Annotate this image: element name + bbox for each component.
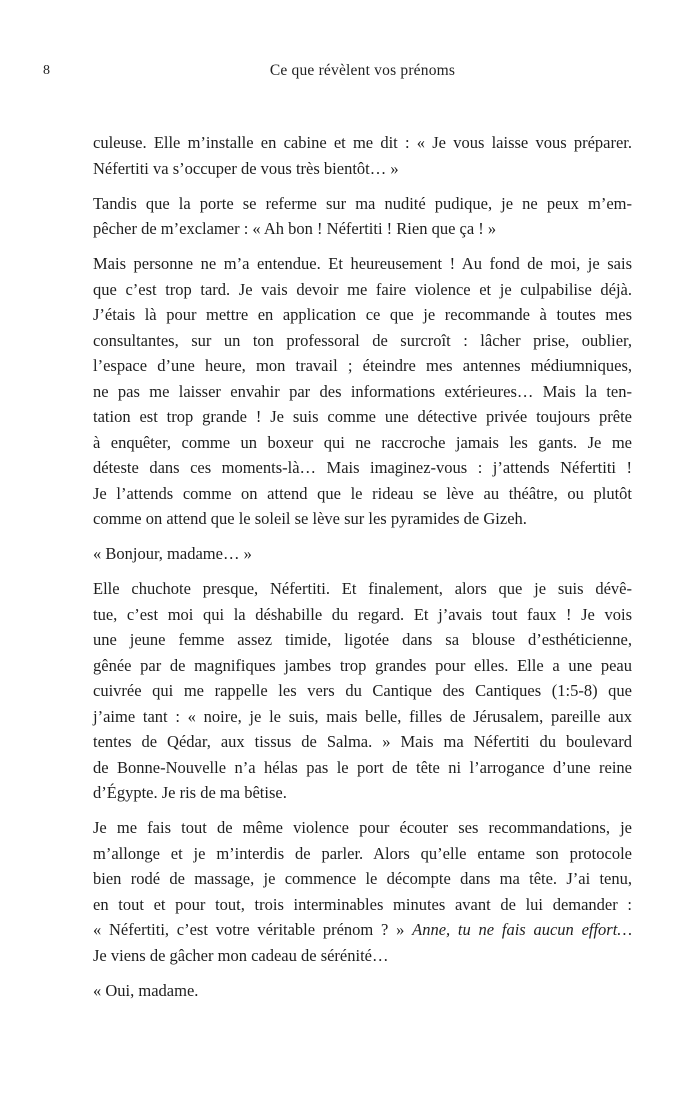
text-line: pêcher de m’exclamer : « Ah bon ! Néfertiti ! Rien que ça ! » — [93, 219, 497, 238]
page-header — [43, 61, 632, 83]
text-line: gênée par de magnifiques jambes trop grandes pour elles. Elle a une peau — [93, 655, 632, 675]
text-line: que c’est trop tard. Je vais devoir me faire violence et je culpabilise déjà. — [93, 279, 632, 299]
text-line: comme on attend que le soleil se lève sur les pyramides de Gizeh. — [93, 509, 527, 528]
running-title: Ce que révèlent vos prénoms — [269, 62, 456, 79]
text-line: J’étais là pour mettre en application ce que je recommande à toutes mes — [93, 305, 632, 324]
text-line: déteste dans ces moments-là… Mais imaginez-vous : j’attends Néfertiti ! — [93, 458, 632, 477]
paragraph — [93, 978, 632, 1004]
text-line: Elle chuchote presque, Néfertiti. Et finalement, alors que je suis dévê- — [93, 579, 632, 598]
italic-text: Anne, tu ne fais aucun effort… — [412, 920, 632, 939]
text-line — [93, 917, 632, 943]
text-line: à enquêter, comme un boxeur qui ne raccroche jamais les gants. Je me — [93, 432, 632, 452]
paragraph — [93, 815, 632, 968]
page-body — [93, 130, 632, 1003]
text-line: consultantes, sur un ton professoral de surcroît : lâcher prise, oublier, — [93, 330, 632, 350]
paragraph — [93, 541, 632, 567]
paragraph — [93, 191, 632, 242]
text-line: d’Égypte. Je ris de ma bêtise. — [93, 783, 287, 802]
text-line: ne pas me laisser envahir par des informations extérieures… Mais la ten- — [93, 381, 632, 401]
text-line: en tout et pour tout, trois interminables minutes avant de lui demander : — [93, 894, 632, 914]
text-line: Je viens de gâcher mon cadeau de sérénité… — [93, 945, 389, 965]
text-line: tentes de Qédar, aux tissus de Salma. » Mais ma Néfertiti du boulevard — [93, 732, 632, 751]
text-line: bien rodé de massage, je commence le décompte dans ma tête. J’ai tenu, — [93, 869, 632, 888]
text-line: cuivrée qui me rappelle les vers du Cantique des Cantiques (1:5-8) que — [93, 681, 632, 700]
text-line: tue, c’est moi qui la déshabille du regard. Et j’avais tout faux ! Je vois — [93, 604, 632, 624]
page-number: 8 — [43, 63, 50, 78]
text-line: une jeune femme assez timide, ligotée dans sa blouse d’esthéticienne, — [93, 630, 632, 649]
text-line: j’aime tant : « noire, je le suis, mais belle, filles de Jérusalem, pareille aux — [93, 706, 632, 726]
text-line: Mais personne ne m’a entendue. Et heureusement ! Au fond de moi, je sais — [93, 254, 632, 273]
text-line: « Oui, madame. — [93, 980, 199, 1000]
text-line: m’allonge et je m’interdis de parler. Alors qu’elle entame son protocole — [93, 843, 632, 863]
text-line: tation est trop grande ! Je suis comme une détective privée toujours prête — [93, 407, 632, 426]
paragraph — [93, 576, 632, 806]
text-line: Je l’attends comme on attend que le rideau se lève au théâtre, ou plutôt — [93, 483, 632, 503]
text-line: Je me fais tout de même violence pour écouter ses recommandations, je — [93, 818, 632, 837]
paragraph — [93, 251, 632, 532]
text-segment: « Néfertiti, c’est votre véritable prénom ? » — [93, 920, 413, 939]
text-line: Tandis que la porte se referme sur ma nudité pudique, je ne peux m’em- — [93, 193, 632, 213]
text-line: Néfertiti va s’occuper de vous très bientôt… » — [93, 158, 399, 178]
text-line: « Bonjour, madame… » — [93, 544, 252, 563]
text-line: culeuse. Elle m’installe en cabine et me dit : « Je vous laisse vous préparer. — [93, 133, 632, 152]
text-line: l’espace d’une heure, mon travail ; éteindre mes antennes médiumniques, — [93, 356, 632, 375]
text-line: de Bonne-Nouvelle n’a hélas pas le port de tête ni l’arrogance d’une reine — [93, 757, 632, 777]
paragraph — [93, 130, 632, 181]
